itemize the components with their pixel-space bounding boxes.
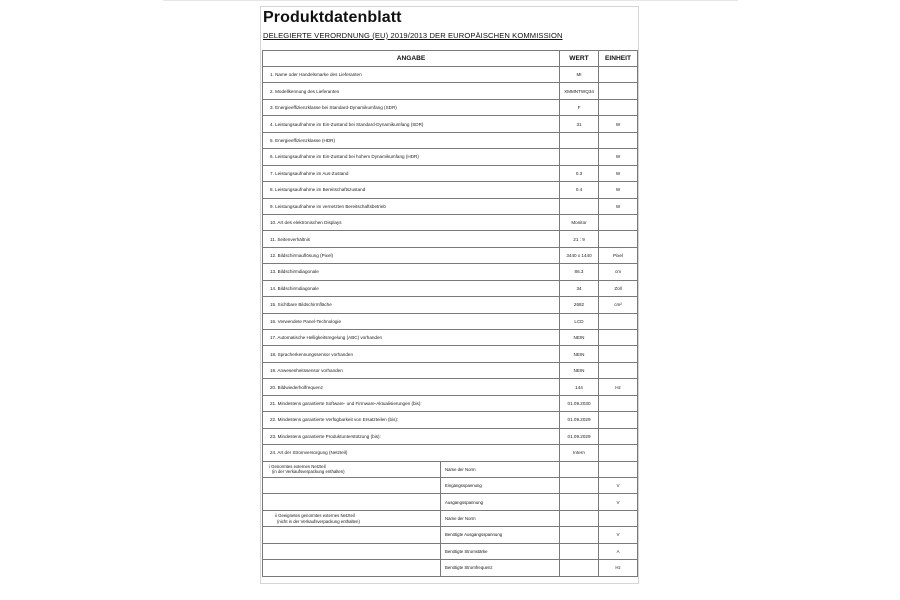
table-row: [263, 280, 638, 296]
table-row: [263, 346, 638, 362]
row-unit: [599, 132, 638, 148]
psu-i-norm: Name der Norm: [441, 461, 560, 477]
row-value: 31: [560, 116, 599, 132]
row-value: 01.09.2030: [560, 395, 599, 411]
row-value: Monitor: [560, 214, 599, 230]
table-row: [263, 67, 638, 83]
row-label: 8. Leistungsaufnahme im Bereitschaftszustand: [263, 182, 560, 198]
psu-ii-voltage-row: [263, 527, 638, 543]
row-value: 86.3: [560, 264, 599, 280]
document-title: Produktdatenblatt: [263, 9, 402, 26]
table-row: [263, 412, 638, 428]
psu-i-line1: i Genormtes externes Netzteil: [269, 464, 326, 470]
psu-i-row: [263, 461, 638, 477]
table-row: [263, 83, 638, 99]
row-value: 2682: [560, 297, 599, 313]
row-value: LCD: [560, 313, 599, 329]
row-label: 10. Art des elektronischen Displays: [263, 214, 560, 230]
table-row: [263, 99, 638, 115]
row-value: NEIN: [560, 346, 599, 362]
table-header-row: [263, 51, 638, 67]
header-angabe: ANGABE: [263, 51, 560, 67]
psu-i-output-row: [263, 494, 638, 510]
row-unit: [599, 445, 638, 461]
row-value: [560, 198, 599, 214]
row-unit: W: [599, 198, 638, 214]
row-label: 6. Leistungsaufnahme im Ein-Zustand bei hohem Dynamikumfang (HDR): [263, 149, 560, 165]
psu-ii-frequency-label: Benötigte Stromfrequenz: [441, 560, 560, 576]
row-unit: cm²: [599, 297, 638, 313]
row-value: XMMNTWQ34: [560, 83, 599, 99]
table-row: [263, 116, 638, 132]
header-einheit: EINHEIT: [599, 51, 638, 67]
row-unit: [599, 313, 638, 329]
blank-cell: [263, 477, 441, 493]
psu-ii-frequency-unit: Hz: [599, 560, 638, 576]
psu-ii-voltage-unit: V: [599, 527, 638, 543]
row-value: 144: [560, 379, 599, 395]
row-label: 22. Mindestens garantierte Verfügbarkeit von Ersatzteilen (bis):: [263, 412, 560, 428]
table-row: [263, 313, 638, 329]
row-label: 12. Bildschirmauflösung (Pixel): [263, 247, 560, 263]
table-row: [263, 231, 638, 247]
row-label: 11. Seitenverhältnis: [263, 231, 560, 247]
psu-ii-norm-unit: [599, 510, 638, 526]
row-value: 3440 x 1440: [560, 247, 599, 263]
row-value: [560, 132, 599, 148]
psu-ii-row: [263, 510, 638, 526]
blank-cell: [263, 560, 441, 576]
psu-ii-norm: Name der Norm: [441, 510, 560, 526]
row-value: NEIN: [560, 362, 599, 378]
row-label: 16. Verwendete Panel-Technologie: [263, 313, 560, 329]
psu-ii-line2: (nicht in der Verkaufsverpackung enthalten): [277, 518, 360, 524]
row-label: 17. Automatische Helligkeitsregelung (ABC) vorhanden: [263, 330, 560, 346]
row-unit: W: [599, 116, 638, 132]
row-value: 0.4: [560, 182, 599, 198]
table-row: [263, 132, 638, 148]
document-subtitle: DELEGIERTE VERORDNUNG (EU) 2019/2013 DER EUROPÄISCHEN KOMMISSION: [263, 31, 563, 40]
row-label: 21. Mindestens garantierte Software- und Firmware-Aktualisierungen (bis):: [263, 395, 560, 411]
psu-ii-current-label: Benötigte Stromstärke: [441, 543, 560, 559]
row-label: 14. Bildschirmdiagonale: [263, 280, 560, 296]
row-label: 18. Spracherkennungssensor vorhanden: [263, 346, 560, 362]
psu-ii-voltage-label: Benötigte Ausgangsspannung: [441, 527, 560, 543]
psu-ii-frequency-row: [263, 560, 638, 576]
row-label: 1. Name oder Handelsmarke des Lieferanten: [263, 67, 560, 83]
row-value: 34: [560, 280, 599, 296]
table-row: [263, 182, 638, 198]
row-unit: Zoll: [599, 280, 638, 296]
top-divider: [163, 0, 738, 1]
row-unit: W: [599, 149, 638, 165]
row-label: 9. Leistungsaufnahme im vernetzten Bereitschaftsbetrieb: [263, 198, 560, 214]
row-unit: [599, 231, 638, 247]
row-unit: Pixel: [599, 247, 638, 263]
row-unit: [599, 395, 638, 411]
psu-ii-current-value: [560, 543, 599, 559]
row-value: 21 : 9: [560, 231, 599, 247]
blank-cell: [263, 494, 441, 510]
row-label: 3. Energieeffizienzklasse bei Standard-Dynamikumfang (SDR): [263, 99, 560, 115]
row-label: 24. Art der Stromversorgung (Netzteil): [263, 445, 560, 461]
psu-ii-norm-value: [560, 510, 599, 526]
row-unit: W: [599, 165, 638, 181]
row-unit: [599, 362, 638, 378]
row-value: Intern: [560, 445, 599, 461]
table-row: [263, 214, 638, 230]
row-label: 15. Sichtbare Bildschirmfläche: [263, 297, 560, 313]
row-label: 7. Leistungsaufnahme im Aus-Zustand: [263, 165, 560, 181]
row-unit: [599, 330, 638, 346]
table-row: [263, 247, 638, 263]
row-unit: [599, 214, 638, 230]
row-value: 01.09.2029: [560, 412, 599, 428]
psu-ii-line1: ii Geeignetes genormtes externes Netzteil: [275, 513, 355, 519]
psu-i-label: [263, 461, 441, 477]
row-value: F: [560, 99, 599, 115]
row-label: 23. Mindestens garantierte Produktunterstützung (bis):: [263, 428, 560, 444]
psu-i-input-unit: V: [599, 477, 638, 493]
psu-i-output-value: [560, 494, 599, 510]
row-unit: [599, 346, 638, 362]
row-value: NEIN: [560, 330, 599, 346]
psu-ii-current-unit: A: [599, 543, 638, 559]
table-row: [263, 165, 638, 181]
row-value: [560, 149, 599, 165]
psu-i-input-label: Eingangsspannung: [441, 477, 560, 493]
table-row: [263, 445, 638, 461]
table-row: [263, 379, 638, 395]
psu-i-line2: (in der Verkaufsverpackung enthalten): [272, 469, 345, 475]
product-data-table: [262, 50, 638, 577]
psu-i-input-row: [263, 477, 638, 493]
header-wert: WERT: [560, 51, 599, 67]
row-value: 01.09.2029: [560, 428, 599, 444]
row-unit: [599, 428, 638, 444]
row-unit: [599, 67, 638, 83]
row-unit: cm: [599, 264, 638, 280]
table-row: [263, 198, 638, 214]
row-label: 19. Anwesenheitssensor vorhanden: [263, 362, 560, 378]
table-row: [263, 395, 638, 411]
psu-i-output-label: Ausgangsspannung: [441, 494, 560, 510]
row-value: MI: [560, 67, 599, 83]
row-label: 2. Modellkennung des Lieferanten: [263, 83, 560, 99]
blank-cell: [263, 527, 441, 543]
row-unit: [599, 412, 638, 428]
psu-i-norm-unit: [599, 461, 638, 477]
psu-ii-voltage-value: [560, 527, 599, 543]
psu-i-output-unit: V: [599, 494, 638, 510]
psu-i-input-value: [560, 477, 599, 493]
psu-ii-current-row: [263, 543, 638, 559]
psu-ii-frequency-value: [560, 560, 599, 576]
table-row: [263, 330, 638, 346]
psu-ii-label: [263, 510, 441, 526]
psu-i-norm-value: [560, 461, 599, 477]
row-label: 20. Bildwiederholfrequenz: [263, 379, 560, 395]
row-label: 5. Energieeffizienzklasse (HDR): [263, 132, 560, 148]
row-unit: W: [599, 182, 638, 198]
row-unit: [599, 83, 638, 99]
table-row: [263, 428, 638, 444]
row-unit: Hz: [599, 379, 638, 395]
table-row: [263, 362, 638, 378]
table-row: [263, 149, 638, 165]
row-value: 0.3: [560, 165, 599, 181]
row-label: 4. Leistungsaufnahme im Ein-Zustand bei Standard-Dynamikumfang (SDR): [263, 116, 560, 132]
table-row: [263, 264, 638, 280]
row-unit: [599, 99, 638, 115]
blank-cell: [263, 543, 441, 559]
row-label: 13. Bildschirmdiagonale: [263, 264, 560, 280]
table-row: [263, 297, 638, 313]
